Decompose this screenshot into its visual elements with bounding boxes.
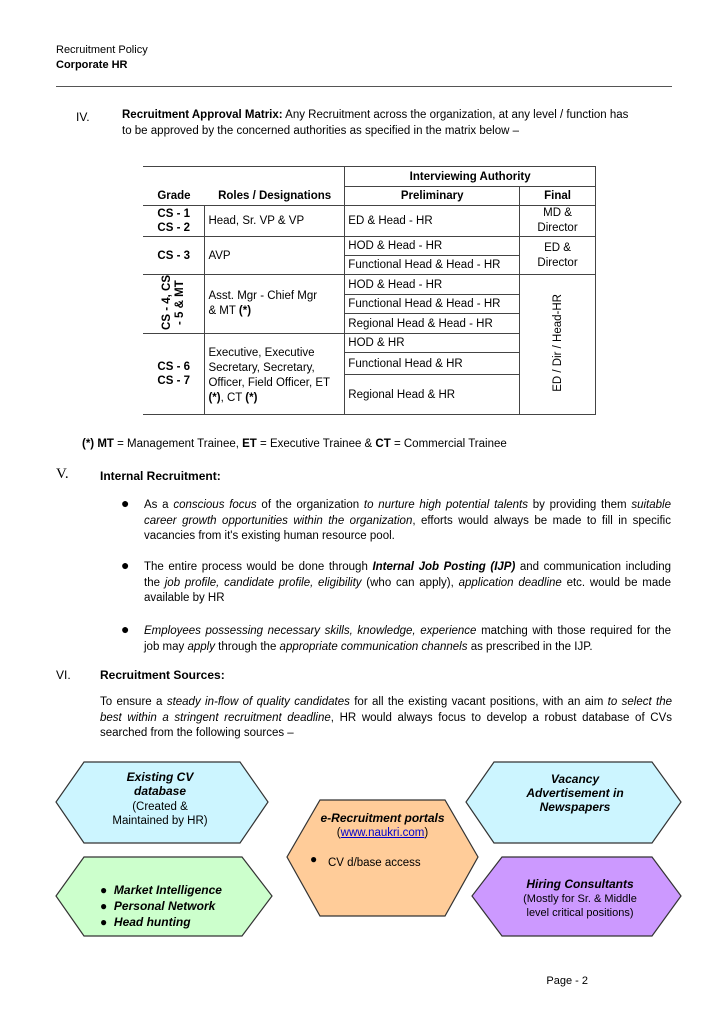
col-preliminary-header: Preliminary xyxy=(345,187,520,206)
grade-cell: CS - 1 CS - 2 xyxy=(143,206,205,237)
market-intelligence-list xyxy=(100,882,260,930)
text: steady in-flow of quality candidates xyxy=(166,696,350,708)
role-cell: Head, Sr. VP & VP xyxy=(205,206,345,237)
list-item xyxy=(100,914,260,930)
section-5-number: V. xyxy=(56,466,69,482)
preliminary-cell: HOD & Head - HR xyxy=(345,275,520,295)
legend-mt: MT xyxy=(97,438,114,450)
text: As a xyxy=(144,499,174,511)
market-item-label: Personal Network xyxy=(113,899,216,913)
hiring-consultants-title: Hiring Consultants xyxy=(526,877,634,891)
vacancy-title: Vacancy Advertisement in Newspapers xyxy=(526,772,624,814)
text: Internal Job Posting (IJP) xyxy=(372,561,516,573)
bullet-icon: ● xyxy=(121,621,130,637)
preliminary-cell: Regional Head & Head - HR xyxy=(345,314,520,334)
section-4-text-a: Any Recruitment across the organization, at any level / function has xyxy=(282,109,629,121)
market-item-label: Market Intelligence xyxy=(113,883,222,897)
role-text: Asst. Mgr - Chief Mgr xyxy=(208,290,318,302)
section-4-text-b: to be approved by the concerned authorities as specified in the matrix below – xyxy=(122,124,519,137)
footnote-star: (*) xyxy=(245,392,258,404)
market-item-label: Head hunting xyxy=(113,915,191,929)
section-6-title: Recruitment Sources: xyxy=(100,668,225,682)
list-item xyxy=(100,882,260,898)
doc-header-title: Recruitment Policy xyxy=(56,44,148,56)
col-final-header: Final xyxy=(520,187,596,206)
text: , HR would always focus to develop a robust database of CVs searched from the following sources – xyxy=(100,711,672,739)
existing-cv-title: Existing CV database xyxy=(126,770,194,798)
text: appropriate communication channels xyxy=(279,640,468,653)
text: to select the best within a stringent recruitment deadline xyxy=(100,696,673,724)
text: to nurture high potential talents xyxy=(363,499,528,511)
footnote-star: (*) xyxy=(238,305,252,317)
text: (who can apply), xyxy=(361,576,459,589)
legend-et: ET xyxy=(242,438,257,450)
bullet-icon: ● xyxy=(100,883,114,897)
role-text-b: & MT xyxy=(208,305,239,317)
grade-cell: CS - 6 CS - 7 xyxy=(143,334,205,415)
grade-cell: CS - 3 xyxy=(143,237,205,275)
preliminary-cell: HOD & Head - HR xyxy=(345,237,520,256)
bullet-icon: ● xyxy=(100,915,114,929)
role-text: Executive, Executive Secretary, Secretary, Officer, Field Officer, ET xyxy=(208,347,331,389)
text: , efforts would always be made to fill in specific vacancies from it's existing human resource pool. xyxy=(144,514,671,542)
preliminary-cell: HOD & HR xyxy=(345,334,520,353)
e-recruitment-link: (www.naukri.com) xyxy=(336,827,429,839)
legend-star: (*) xyxy=(82,438,95,450)
preliminary-cell: Functional Head & HR xyxy=(345,353,520,375)
text: The entire process would be done through xyxy=(144,561,373,573)
section-4-number: IV. xyxy=(76,110,90,124)
text: for all the existing vacant positions, with an aim xyxy=(349,696,608,708)
text: job profile, candidate profile, eligibility xyxy=(164,576,362,589)
section-5-title: Internal Recruitment: xyxy=(100,469,221,483)
interviewing-authority-header: Interviewing Authority xyxy=(345,167,596,187)
hiring-consultants-subtitle: (Mostly for Sr. & Middle level critical positions) xyxy=(523,893,637,919)
doc-header-dept: Corporate HR xyxy=(56,59,128,71)
col-roles-header: Roles / Designations xyxy=(218,189,332,202)
col-grade-header: Grade xyxy=(157,189,191,202)
list-item xyxy=(100,898,260,914)
naukri-link[interactable]: www.naukri.com xyxy=(340,827,425,839)
legend-et-def: = Executive Trainee & xyxy=(256,438,376,450)
final-cell: MD & Director xyxy=(520,206,596,237)
preliminary-cell: ED & Head - HR xyxy=(345,206,520,237)
text: and communication including the xyxy=(144,561,671,589)
final-vertical-label: ED / Dir / Head-HR xyxy=(551,294,564,392)
preliminary-cell: Regional Head & HR xyxy=(345,375,520,415)
text: To ensure a xyxy=(100,696,167,708)
footnote-star: (*) xyxy=(208,392,221,404)
bullet-icon: ● xyxy=(121,557,130,573)
existing-cv-subtitle: (Created & Maintained by HR) xyxy=(112,801,208,827)
text: suitable career growth opportunities within the organization xyxy=(144,499,671,527)
final-cell: ED & Director xyxy=(520,237,596,275)
text: etc. would be made available by HR xyxy=(144,576,672,604)
bullet-icon: ● xyxy=(310,852,318,866)
bullet-icon: ● xyxy=(121,495,130,511)
legend-ct: CT xyxy=(375,438,391,450)
grade-vertical-label: CS - 4, CS - 5 & MT xyxy=(160,275,186,330)
legend-mt-def: = Management Trainee, xyxy=(113,438,243,450)
text: Employees possessing necessary skills, knowledge, experience xyxy=(144,625,477,637)
text: by providing them xyxy=(528,499,632,511)
e-recruitment-title: e-Recruitment portals xyxy=(320,811,445,825)
bullet-icon: ● xyxy=(100,899,114,913)
section-6-number: VI. xyxy=(56,668,71,682)
text: apply xyxy=(187,640,215,653)
e-recruitment-bullet: CV d/base access xyxy=(328,857,421,869)
text: of the organization xyxy=(256,499,364,511)
text: conscious focus xyxy=(173,499,257,511)
role-cell: AVP xyxy=(205,237,345,275)
page-number: Page - 2 xyxy=(546,975,588,987)
preliminary-cell: Functional Head & Head - HR xyxy=(345,256,520,275)
legend-ct-def: = Commercial Trainee xyxy=(390,438,507,450)
text: application deadline xyxy=(458,576,562,589)
role-text-mid: , CT xyxy=(220,392,246,404)
preliminary-cell: Functional Head & Head - HR xyxy=(345,295,520,314)
section-4-title: Recruitment Approval Matrix: xyxy=(122,109,283,121)
text: as prescribed in the IJP. xyxy=(467,640,593,653)
text: matching with those required for the job may xyxy=(144,625,671,653)
text: through the xyxy=(214,640,280,653)
